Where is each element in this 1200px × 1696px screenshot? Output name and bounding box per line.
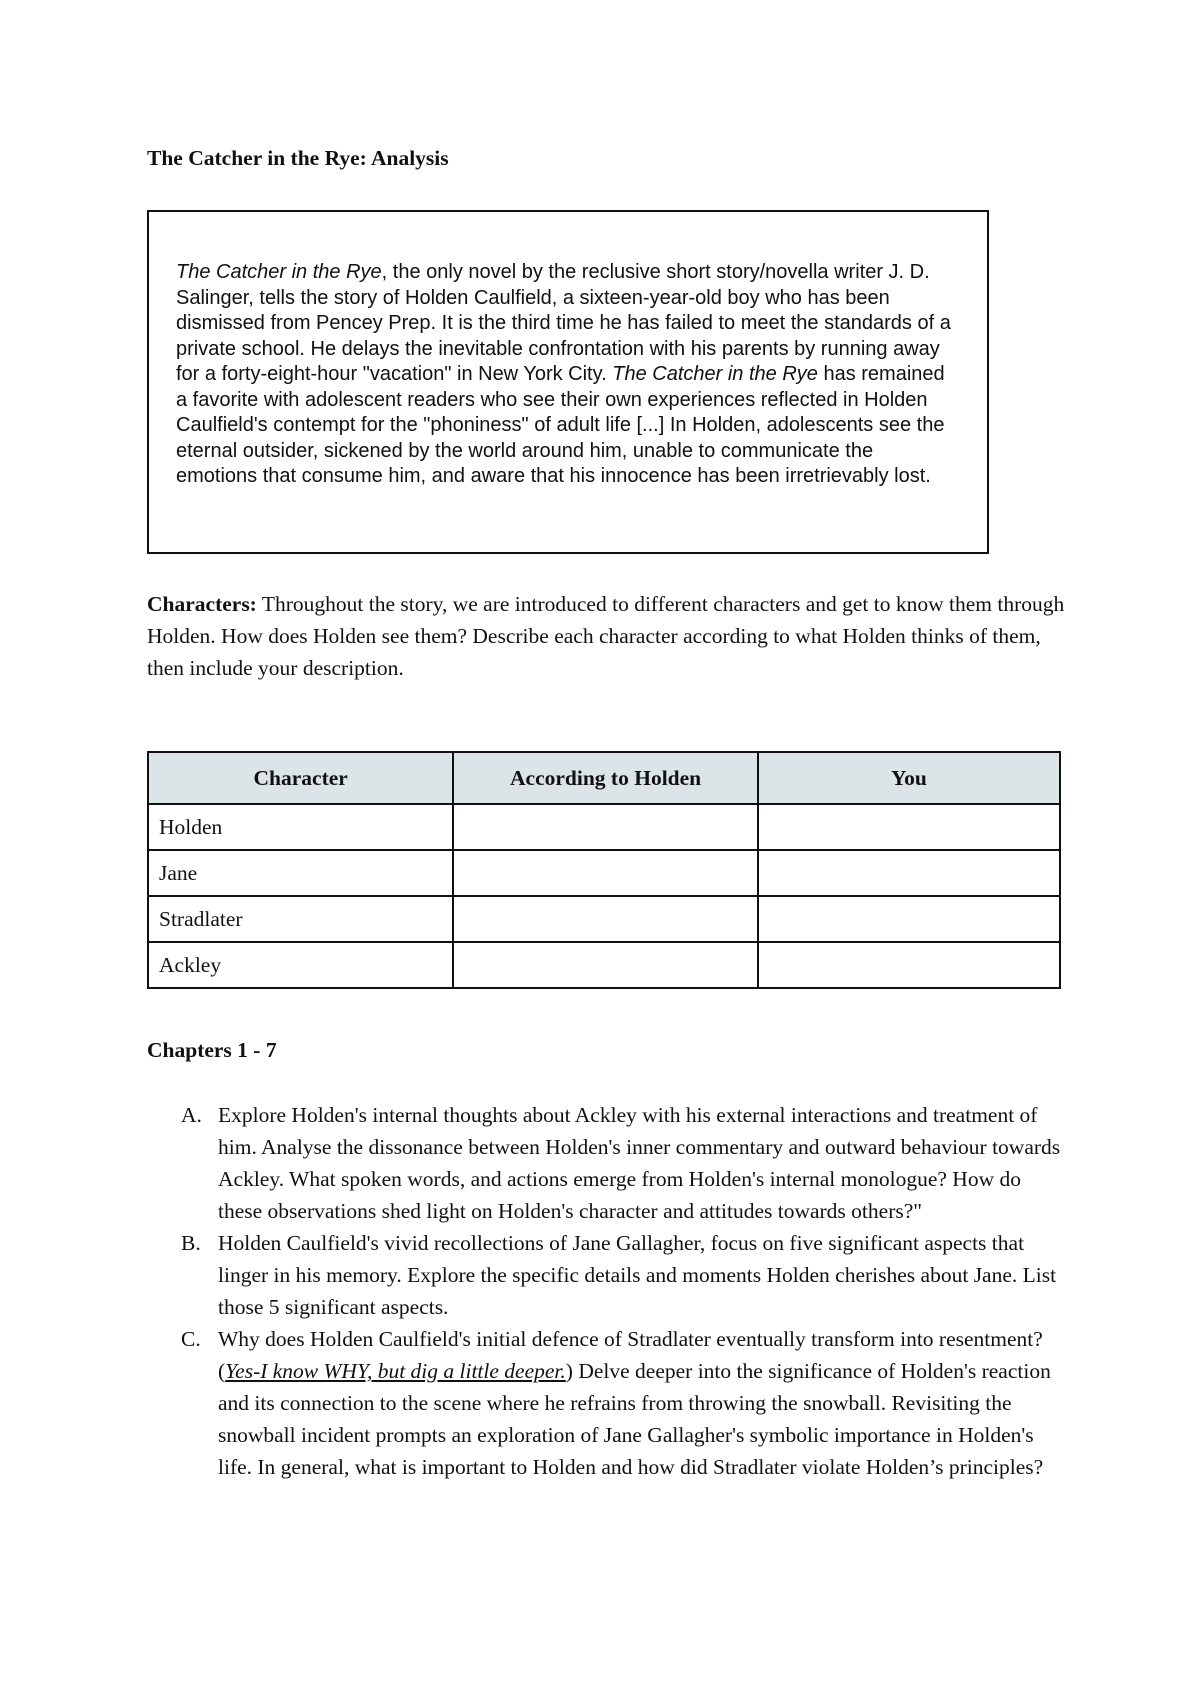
characters-text: Throughout the story, we are introduced to different characters and get to know them through Holden. How does Holden see them? Describe each character according to what Holden thinks of them, then include your description. bbox=[147, 592, 1065, 680]
table-row bbox=[148, 896, 1060, 942]
book-title-italic: The Catcher in the Rye bbox=[612, 363, 818, 385]
question-text-part: Why does Holden Caulfield's initial defence of Stradlater eventually transform into resentment? ( bbox=[218, 1327, 1043, 1383]
question-text bbox=[218, 1327, 1051, 1479]
table-header-row bbox=[148, 752, 1060, 804]
according-to-holden-cell[interactable] bbox=[453, 942, 757, 988]
question-text: Holden Caulfield's vivid recollections of Jane Gallagher, focus on five significant aspects that linger in his memory. Explore the specific details and moments Holden cherishes about Jane. List those 5 significant aspects. bbox=[218, 1231, 1057, 1319]
you-cell[interactable] bbox=[758, 804, 1060, 850]
quote-segment: , the only novel by the reclusive short story/novella writer J. D. Salinger, tells the story of Holden Caulfield, a sixteen-year-old boy who has been dismissed from Pencey Prep. It is the third time he has failed to meet the standards of a private school. He delays the inevitable confrontation with his parents by running away for a forty-eight-hour "vacation" in New York City. bbox=[176, 261, 951, 385]
question-letter: B. bbox=[181, 1231, 201, 1255]
character-name-cell: Ackley bbox=[148, 942, 453, 988]
book-title-italic: The Catcher in the Rye bbox=[176, 261, 382, 283]
you-cell[interactable] bbox=[758, 942, 1060, 988]
question-letter: A. bbox=[181, 1103, 202, 1127]
characters-instructions bbox=[147, 588, 1067, 684]
list-item bbox=[147, 1227, 1067, 1323]
question-letter: C. bbox=[181, 1327, 201, 1351]
character-name-cell: Stradlater bbox=[148, 896, 453, 942]
you-cell[interactable] bbox=[758, 896, 1060, 942]
question-text: Explore Holden's internal thoughts about Ackley with his external interactions and treatment of him. Analyse the dissonance between Holden's inner commentary and outward behaviour towards Ackley. What spoken words, and actions emerge from Holden's internal monologue? How do these observations shed light on Holden's character and attitudes towards others?" bbox=[218, 1103, 1061, 1223]
question-list bbox=[147, 1099, 1067, 1483]
emphasis-note: Yes-I know WHY, but dig a little deeper. bbox=[225, 1359, 566, 1383]
according-to-holden-cell[interactable] bbox=[453, 850, 757, 896]
table-row bbox=[148, 942, 1060, 988]
table-row bbox=[148, 850, 1060, 896]
chapters-heading: Chapters 1 - 7 bbox=[147, 1038, 277, 1062]
question-text-part: ) Delve deeper into the significance of Holden's reaction and its connection to the scene where he refrains from throwing the snowball. Revisiting the snowball incident prompts an exploration of Jane Gallagher's symbolic importance in Holden's life. In general, what is important to Holden and how did Stradlater violate Holden’s principles? bbox=[218, 1359, 1051, 1479]
header-you: You bbox=[758, 752, 1060, 804]
quote-segment: has remained a favorite with adolescent readers who see their own experiences reflected in Holden Caulfield's contempt for the "phoniness" of adult life [...] In Holden, adolescents see the eternal outsider, sickened by the world around him, unable to communicate the emotions that consume him, and aware that his innocence has been irretrievably lost. bbox=[176, 363, 945, 487]
table-row bbox=[148, 804, 1060, 850]
character-table bbox=[147, 751, 1061, 989]
header-according-to-holden: According to Holden bbox=[453, 752, 757, 804]
list-item bbox=[147, 1323, 1067, 1483]
character-name-cell: Holden bbox=[148, 804, 453, 850]
according-to-holden-cell[interactable] bbox=[453, 804, 757, 850]
summary-quote-text bbox=[176, 260, 959, 490]
you-cell[interactable] bbox=[758, 850, 1060, 896]
character-name-cell: Jane bbox=[148, 850, 453, 896]
summary-quote-box bbox=[147, 210, 989, 554]
document-title: The Catcher in the Rye: Analysis bbox=[147, 146, 449, 170]
header-character: Character bbox=[148, 752, 453, 804]
list-item bbox=[147, 1099, 1067, 1227]
according-to-holden-cell[interactable] bbox=[453, 896, 757, 942]
characters-label: Characters: bbox=[147, 592, 257, 616]
